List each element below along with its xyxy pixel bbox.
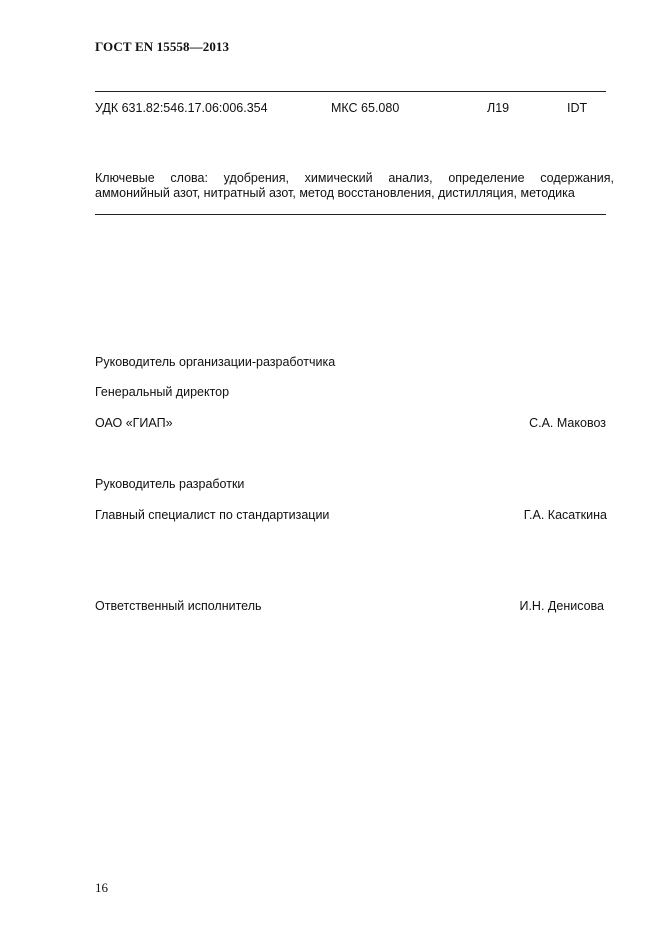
director-title: Генеральный директор [95, 385, 230, 399]
director-name: С.А. Маковоз [529, 416, 606, 430]
executor-name: И.Н. Денисова [519, 599, 604, 613]
org-head-title: Руководитель организации-разработчика [95, 355, 336, 369]
top-rule [95, 91, 606, 92]
bottom-rule [95, 214, 606, 215]
standard-designation: ГОСТ EN 15558—2013 [95, 39, 230, 54]
specialist-title: Главный специалист по стандартизации [95, 508, 330, 522]
category-code: Л19 [487, 101, 510, 115]
udk-code: УДК 631.82:546.17.06:006.354 [95, 101, 268, 115]
specialist-name: Г.А. Касаткина [523, 508, 607, 522]
executor-title: Ответственный исполнитель [95, 599, 262, 613]
organization-name: ОАО «ГИАП» [95, 416, 173, 430]
page-number: 16 [95, 880, 108, 895]
keywords-line-1: Ключевые слова: удобрения, химический анализ, определение содержания, [95, 171, 614, 185]
mks-code: МКС 65.080 [331, 101, 400, 115]
keywords-line-2: аммонийный азот, нитратный азот, метод восстановления, дистилляция, методика [95, 186, 575, 200]
keywords-paragraph [95, 171, 614, 201]
dev-head-title: Руководитель разработки [95, 477, 245, 491]
equivalence-code: IDT [567, 101, 588, 115]
